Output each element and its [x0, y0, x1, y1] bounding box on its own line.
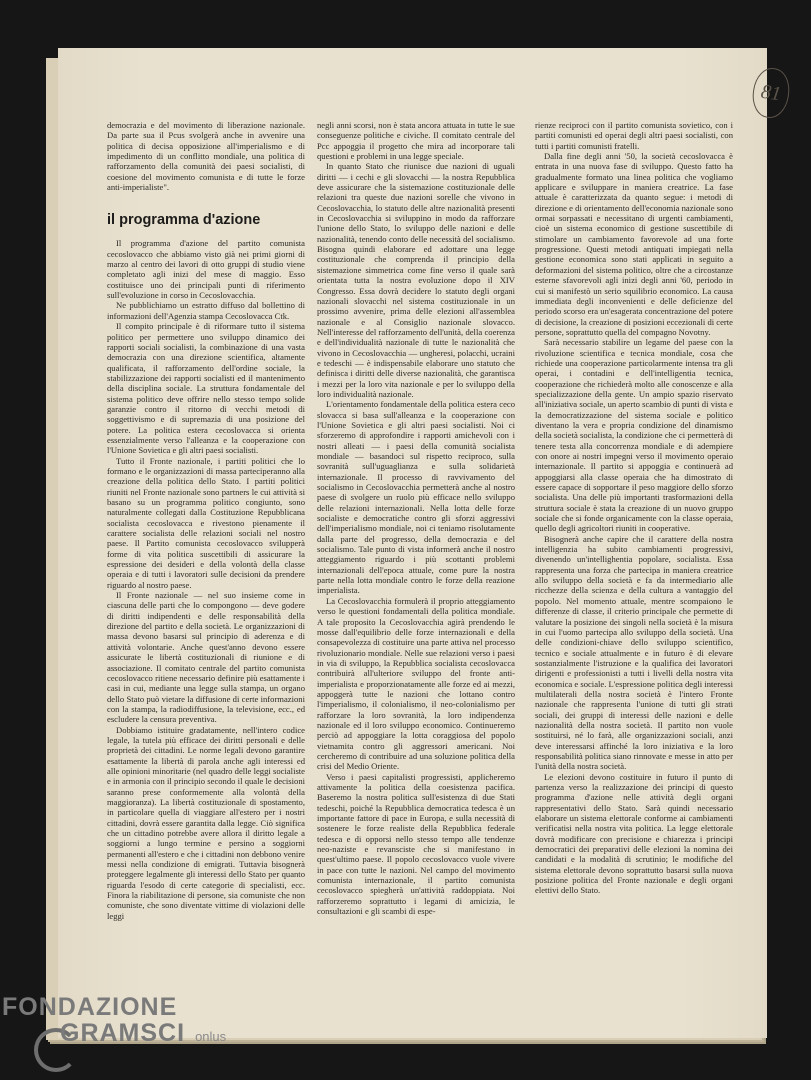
paragraph: In quanto Stato che riunisce due nazioni di uguali diritti — i cechi e gli slovacchi — la nostra Repubblica deve assicurare che la sistemazione costituzionale delle relazioni tra queste due nazioni sorelle che vivono in Cecoslovacchia, lo statuto delle altre nazionalità presenti in Cecoslovacchia si sviluppino in modo da rafforzare l'unione dello Stato, lo sviluppo delle nazioni e delle nazionalità, tenendo conto delle necessità del socialismo. Bisogna quindi elaborare ed adottare una legge costituzionale che comprenda il principio della sistemazione simmetrica come fine verso il quale sarà orientata tutta la nostra evoluzione dopo il XIV Congresso. Essa dovrà decidere lo statuto degli organi nazionali slovacchi nel sistema costituzionale in un prossimo avvenire, prima delle elezioni all'assemblea nazionale e al Consiglio nazionale slovacco. Nell'interesse del rafforzamento dell'unità, della coerenza e dell'individualità nazionale di tutte le nazionalità che vivono in Cecoslovacchia — ungheresi, polacchi, ucraini e tedeschi — è indispensabile elaborare uno statuto che definisca i diritti delle diverse nazionalità, che garantisca i mezzi per la loro vita nazionale e per lo sviluppo della loro individualità nazionale. — [317, 161, 515, 399]
watermark-onlus: onlus — [195, 1029, 227, 1044]
intro-paragraph: democrazia e del movimento di liberazione nazionale. Da parte sua il Pcus svolgerà anche in avvenire una politica di decisa opposizione all'imperialismo e di impedimento di un conflitto mondiale, una politica di rafforzamento della comunità dei paesi socialisti, di coesione del movimento comunista e di tutte le forze anti-imperialiste". — [107, 120, 305, 193]
paragraph: Sarà necessario stabilire un legame del paese con la rivoluzione scientifica e tecnica mondiale, cosa che richiede una cooperazione particolarmente intensa tra gli operai, i contadini e dell'intelligentia tecnica, cooperazione che richiederà molto alle conoscenze e alla specializzazione della gente. Un ampio spazio riservato all'iniziativa sociale, un aperto scambio di punti di vista e la democratizzazione del sistema sociale e politico diventano la vera e propria condizione del dinamismo della società socialista, la condizione che ci permetterà di tenere testa alla concorrenza mondiale e di adempiere con onore ai nostri impegni verso il movimento operaio internazionale. Il partito si appoggia e continuerà ad appoggiarsi alla classe operaia che ha dimostrato di essere capace di sopportare il peso maggiore dello sforzo socialista. Una delle più importanti trasformazioni della struttura sociale è stata la creazione di un nuovo gruppo sociale che si fonde organicamente con la classe operaia, quello degli agricoltori riuniti in cooperative. — [535, 337, 733, 534]
watermark-line1: FONDAZIONE — [2, 993, 178, 1021]
paragraph: Bisognerà anche capire che il carattere della nostra intelligenzia ha subito cambiamenti progressivi, divenendo un'intellighentia popolare, socialista. Essa rappresenta una forza che partecipa in maniera creatrice allo sviluppo della società e fa da intermediario alle ricchezze della scienza e della cultura a vantaggio del popolo. Nel momento attuale, mentre scompaiono le differenze di classe, il criterio principale che permette di valutare la posizione dei singoli nella società è la misura in cui l'uomo partecipa allo sviluppo della società. Una delle condizioni-chiave dello sviluppo scientifico, tecnico e sociale attualmente e in futuro è di elevare sostanzialmente l'istruzione e la qualifica dei lavoratori dirigenti e professionisti a tutti i livelli della nostra vita economica e sociale. L'espressione politica degli interessi multilaterali della nostra società è l'intero Fronte nazionale che rappresenta l'unione di tutti gli strati sociali, dei gruppi di interessi delle nazioni e delle nazionalità della nostra società. Il partito non vuole sostituirsi, né lo farà, alle organizzazioni sociali, anzi deve interessarsi affinché la loro iniziativa e la loro responsabilità politica siano rinnovate e messe in atto per l'unità della nostra società. — [535, 533, 733, 772]
paragraph: negli anni scorsi, non è stata ancora attuata in tutte le sue conseguenze politiche e civiche. Il comitato centrale del Pcc appoggia il progetto che mira ad incorporare tali questioni e problemi in una legge speciale. — [317, 120, 515, 162]
watermark — [2, 994, 226, 1050]
paragraph: Il programma d'azione del partito comunista cecoslovacco che abbiamo visto già nei primi giorni di marzo al centro dei lavori di otto gruppi di studio viene completato agli inizi del mese di maggio. Esso costituisce uno dei principali punti di riferimento sull'evoluzione in corso in Cecoslovacchia. — [107, 238, 305, 301]
paragraph: Ne pubblichiamo un estratto diffuso dal bollettino di informazioni dell'Agenzia stampa Cecoslovacca Ctk. — [107, 300, 305, 321]
paragraph: Verso i paesi capitalisti progressisti, applicheremo attivamente la politica della coesistenza pacifica. Baseremo la nostra politica sull'esistenza di due Stati tedeschi, poiché la Repubblica democratica tedesca è un importante fattore di pace in Europa, e sulla necessità di sostenere le forze realiste della Repubblica federale tedesca e di opporsi nello stesso tempo alle tendenze neo-naziste e revansciste che si manifestano in quest'ultimo paese. Il popolo cecoslovacco vuole vivere in pace con tutte le nazioni. Nel campo del movimento comunista internazionale, il partito comunista cecoslovacco spiegherà un'attività raddoppiata. Noi rafforzeremo soprattutto i legami di amicizia, le consultazioni e gli scambi di espe- — [317, 771, 515, 917]
text-column-3 — [535, 120, 733, 896]
watermark-gramsci: GRAMSCI — [60, 1019, 186, 1047]
watermark-line2 — [2, 1020, 226, 1050]
paragraph: Le elezioni devono costituire in futuro il punto di partenza verso la realizzazione dei principi di questo programma d'azione nelle attività degli organi rappresentativi dello Stato. Sarà quindi necessario elaborare un sistema elettorale conforme ai cambiamenti verificatisi nella nostra vita politica. La legge elettorale dovrà modificare con precisione e chiarezza i principi democratici dei preparativi delle elezioni la nomina dei candidati e la modalità di scrutinio; le modifiche del sistema elettorale devono soprattutto basarsi sulla nuova posizione politica del Fronte nazionale e degli organi elettivi dello Stato. — [535, 771, 733, 896]
text-column-2 — [317, 120, 515, 916]
paragraph: L'orientamento fondamentale della politica estera ceco slovacca si basa sull'alleanza e la cooperazione con l'Unione Sovietica e gli altri paesi socialisti. Noi ci sforzeremo di approfondire i rapporti amichevoli con i nostri alleati — i paesi della comunità socialista mondiale — basandoci sul rispetto reciproco, sulla sovranità sull'uguaglianza e sulla solidarietà internazionale. Il processo di ravvivamento del socialismo in Cecoslovacchia permetterà anche al nostro paese di svolgere un ruolo più efficace nello sviluppo delle relazioni internazionali. Nella lotta delle forze socialiste e democratiche contro gli sforzi aggressivi dell'imperialismo mondiale, noi ci teniamo risolutamente dalla parte del progresso, della democrazia e del socialismo. Tale punto di vista informerà anche il nostro atteggiamento riguardo i più scottanti problemi internazionali dell'epoca attuale, come pure la nostra parte nella lotta mondiale contro le forze della reazione imperialista. — [317, 399, 515, 596]
paragraph: Dobbiamo istituire gradatamente, nell'intero codice legale, la tutela più efficace dei diritti personali e delle proprietà dei cittadini. Le norme legali devono garantire esattamente la libertà di parola anche agli interessi ed alle opinioni minoritarie (nel quadro delle leggi socialiste e in armonia con il principio secondo il quale le decisioni saranno prese conformemente alla volontà della maggioranza). La libertà costituzionale di spostamento, in particolare quella di viaggiare all'estero per i nostri cittadini, dovrà essere garantita dalla legge. Ciò significa che un cittadino potrebbe avere allora il diritto legale a soggiorni a lungo termine e persino a soggiorni permanenti all'estero e che i cittadini non debbono venire messi nella condizione di emigrati. Tuttavia bisognerà proteggere legalmente gli interessi dello Stato per quanto riguarda l'esodo di certe categorie di specialisti, ecc. Finora la riabilitazione di persone, sia comuniste che non comuniste, che sono diventate vittime di violazioni delle leggi — [107, 724, 305, 921]
paragraph: rienze reciproci con il partito comunista sovietico, con i partiti comunisti ed operai degli altri paesi socialisti, con tutti i partiti comunisti fratelli. — [535, 120, 733, 151]
section-heading: il programma d'azione — [107, 212, 261, 229]
paragraph: Tutto il Fronte nazionale, i partiti politici che lo formano e le organizzazioni di massa parteciperanno alla creazione della politica dello Stato. I partiti politici riuniti nel Fronte nazionale sono partners le cui attività si basano su un programma politico congiunto, sono naturalmente collegati dalla Costituzione Repubblicana socialista cecoslovacca e rivestono pienamente il carattere socialista delle relazioni sociali nel nostro paese. Il Partito comunista cecoslovacco svilupperà forme di vita politica suscettibili di assicurare la espressione dei desideri e della volontà della classe operaia e di tutti i lavoratori sulle decisioni da prendere riguardo al nostro paese. — [107, 455, 305, 590]
text-column-1 — [107, 120, 305, 921]
paragraph: La Cecoslovacchia formulerà il proprio atteggiamento verso le questioni fondamentali della politica mondiale. A tale proposito la Cecoslovacchia agirà prendendo le mosse dall'equilibrio delle forze internazionali e della consapevolezza di costituire una parte attiva nel processo rivoluzionario mondiale. Nelle sue relazioni verso i paesi in via di sviluppo, la Repubblica socialista cecoslovacca contribuirà all'ulteriore sviluppo del fronte anti-imperialista e proporzionatamente alle forze ed ai mezzi, appoggerà tutte le nazioni che lottano contro l'imperialismo, il colonialismo, il neo-colonialismo per rafforzare la loro sovranità, la loro indipendenza nazionale ed il loro sviluppo economico. Continueremo perciò ad appoggiare la lotta coraggiosa del popolo vietnamita contro gli aggressori americani. Noi cercheremo di contribuire ad una soluzione politica della crisi del Medio Oriente. — [317, 595, 515, 772]
handwritten-page-number: 81 — [750, 66, 793, 121]
paragraph: Il compito principale è di riformare tutto il sistema politico per permettere uno sviluppo dinamico dei rapporti sociali socialisti, la combinazione di una vasta democrazia con una direzione scientifica, altamente qualificata, il rafforzamento dell'ordine sociale, la stabilizzazione dei rapporti socialisti ed il mantenimento della disciplina sociale. La struttura fondamentale del sistema politico deve offrire nello stesso tempo solide garanzie contro il ritorno di vecchi metodi di soggettivismo e di supremazia di una posizione del potere. La politica estera cecoslovacca si orienta essenzialmente verso l'alleanza e la cooperazione con l'Unione Sovietica e gli altri paesi socialisti. — [107, 321, 305, 456]
paragraph: Il Fronte nazionale — nel suo insieme come in ciascuna delle parti che lo compongono — deve godere di diritti indipendenti e delle responsabilità della direzione del partito e della società. Le organizzazioni di massa devono basarsi sul principio di aderenza e di attività volontarie. Anche quest'anno devono essere assicurate le libertà costituzionali di riunione e di associazione. Il comitato centrale del partito comunista cecoslovacco ritiene necessario definire più esattamente i casi in cui, mediante una legge sulla stampa, un organo dello Stato può vietare la diffusione di certe informazioni con la stampa, la radiodiffusione, la televisione, ecc., ed escludere la censura preventiva. — [107, 590, 305, 725]
paragraph: Dalla fine degli anni '50, la società cecoslovacca è entrata in una nuova fase di sviluppo. Questo fatto ha gradualmente formato una linea politica che vogliamo applicare e sviluppare in maniera creatrice. La fase attuale è caratterizzata da quanto segue: i metodi di direzione e di orientamento dell'economia nazionale sono ormai sorpassati e necessitano di urgenti cambiamenti, cioè un sistema economico di gestione suscettibile di stimolare un cambiamento favorevole ad una forte progressione. Questi metodi antiquati impiegati nella gestione economica sono stati applicati in seguito a deformazioni del sistema politico, oltre che a circostanze esterne sfavorevoli agli inizi degli anni '60, periodo in cui si manifestò un serio squilibrio economico. La causa immediata degli inconvenienti e delle deficienze del periodo scorso era un'esagerata concentrazione del potere di decisione, la creazione di posizioni eccezionali di certe persone, soprattutto quella del compagno Novotny. — [535, 151, 733, 337]
